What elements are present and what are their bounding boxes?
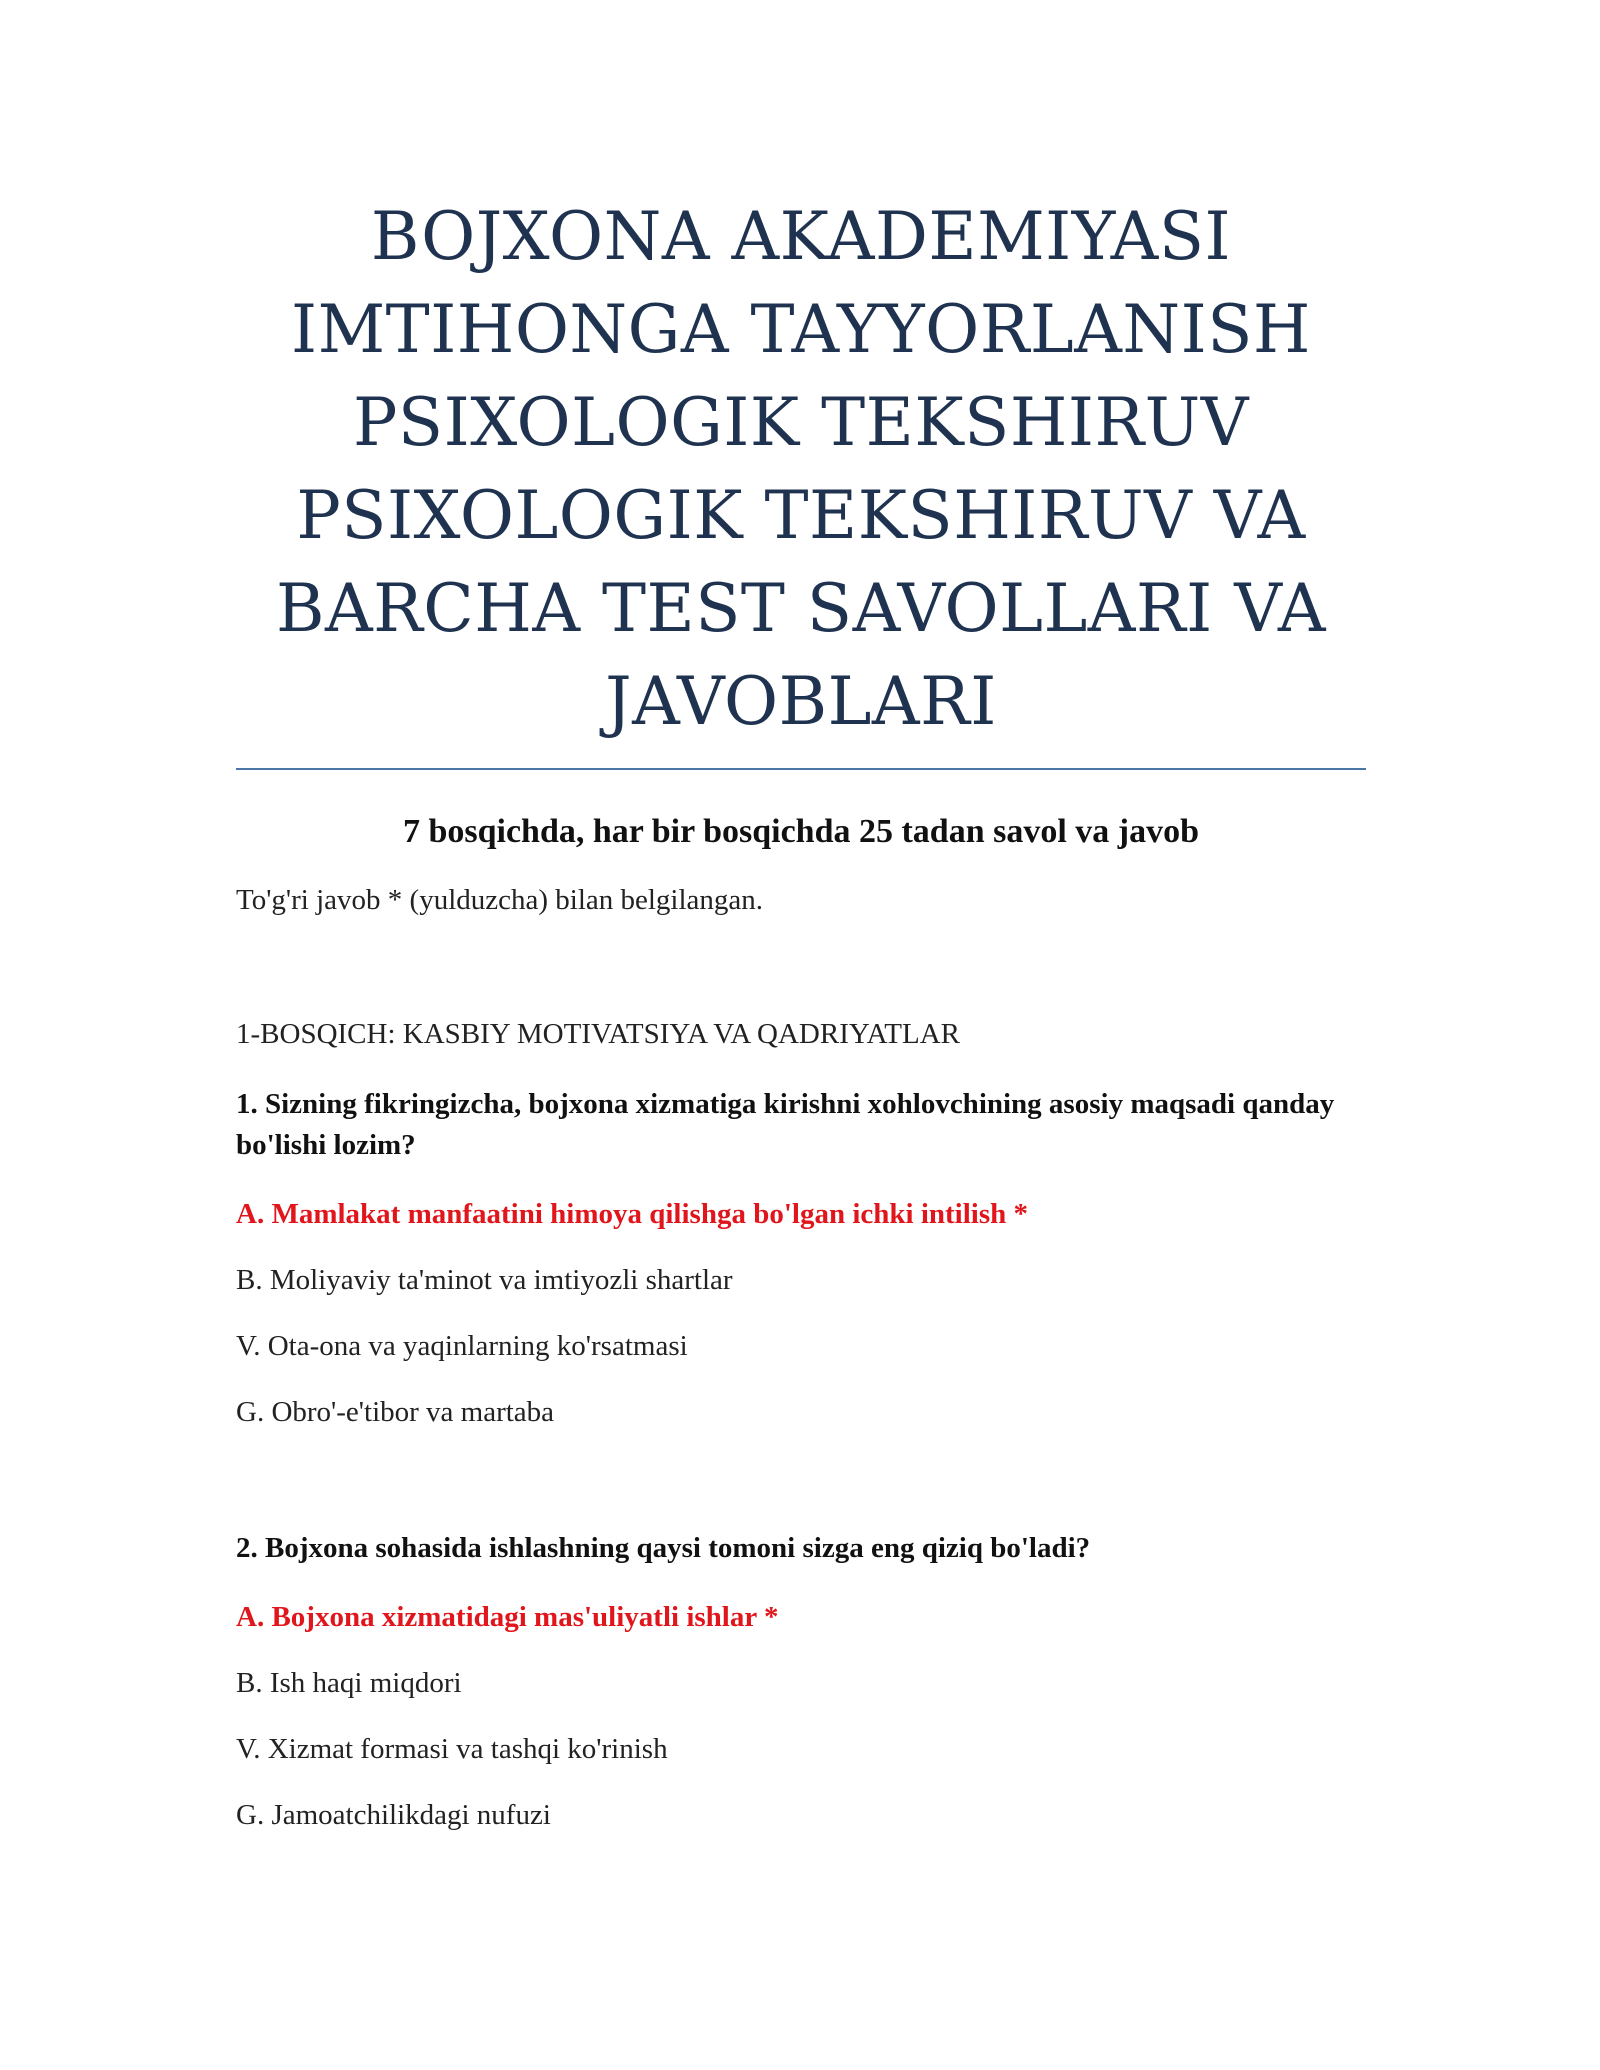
answer-option: V. Xizmat formasi va tashqi ko'rinish: [236, 1733, 668, 1765]
answer-option: B. Moliyaviy ta'minot va imtiyozli shartlar: [236, 1264, 733, 1296]
document-title: [236, 190, 1366, 748]
answer-option-correct: A. Mamlakat manfaatini himoya qilishga bo'lgan ichki intilish *: [236, 1198, 1029, 1230]
document-subtitle: 7 bosqichda, har bir bosqichda 25 tadan savol va javob: [402, 813, 1200, 850]
question-block: [236, 1084, 1366, 1430]
title-line: PSIXOLOGIK TEKSHIRUV: [353, 384, 1249, 461]
answer-option: B. Ish haqi miqdori: [236, 1667, 462, 1699]
title-line: BARCHA TEST SAVOLLARI VA: [275, 570, 1327, 647]
question-text: 1. Sizning fikringizcha, bojxona xizmatiga kirishni xohlovchining asosiy maqsadi qanday bo'lishi lozim?: [236, 1088, 1335, 1161]
title-line: BOJXONA AKADEMIYASI: [370, 198, 1232, 275]
answer-option: G. Obro'-e'tibor va martaba: [236, 1396, 555, 1428]
answer-key-note: To'g'ri javob * (yulduzcha) bilan belgilangan.: [236, 884, 764, 916]
title-divider: [236, 768, 1366, 770]
stage-heading: 1-BOSQICH: KASBIY MOTIVATSIYA VA QADRIYATLAR: [236, 1018, 961, 1050]
title-line: PSIXOLOGIK TEKSHIRUV VA: [296, 477, 1306, 554]
answer-option: G. Jamoatchilikdagi nufuzi: [236, 1799, 551, 1831]
title-line: IMTIHONGA TAYYORLANISH: [291, 291, 1311, 368]
question-block: [236, 1528, 1366, 1833]
question-text: 2. Bojxona sohasida ishlashning qaysi tomoni sizga eng qiziq bo'ladi?: [236, 1532, 1091, 1564]
title-line: JAVOBLARI: [605, 663, 997, 740]
answer-option: V. Ota-ona va yaqinlarning ko'rsatmasi: [236, 1330, 688, 1362]
answer-option-correct: A. Bojxona xizmatidagi mas'uliyatli ishlar *: [236, 1601, 779, 1633]
spacer: [236, 1430, 1366, 1528]
document-page: [236, 190, 1366, 1833]
